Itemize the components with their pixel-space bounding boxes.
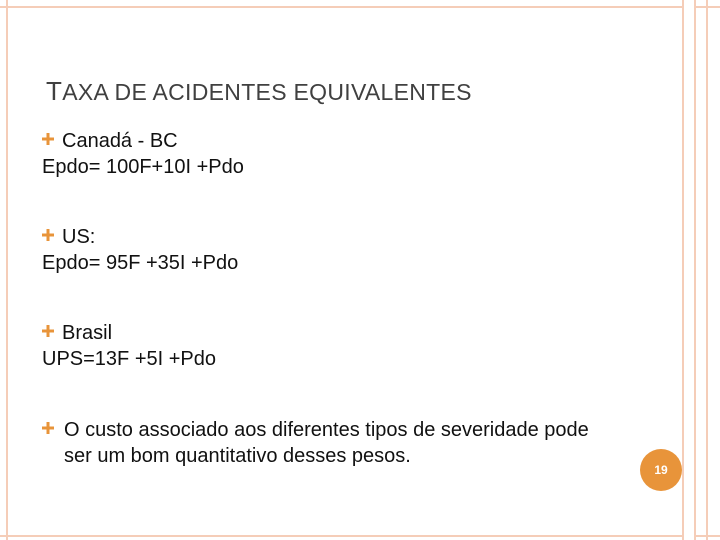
title-rest: AXA DE ACIDENTES EQUIVALENTES (62, 79, 472, 105)
list-item-us (42, 224, 238, 276)
list-item-brasil (42, 320, 216, 372)
item-heading: Canadá - BC (62, 130, 178, 152)
item-formula: UPS=13F +5I +Pdo (42, 348, 217, 370)
right-decorative-line (706, 0, 708, 540)
border-left (6, 0, 8, 540)
list-item-paragraph (42, 417, 602, 467)
title-initial: T (46, 76, 63, 106)
item-formula: Epdo= 95F +35I +Pdo (42, 252, 239, 274)
cross-bullet-icon (42, 128, 62, 148)
cross-bullet-icon (42, 224, 62, 244)
item-heading: Brasil (62, 322, 113, 344)
item-heading: US: (62, 226, 96, 248)
item-formula: Epdo= 100F+10I +Pdo (42, 156, 244, 178)
right-decorative-bar (682, 0, 696, 540)
list-item-canada (42, 128, 244, 180)
cross-bullet-icon (42, 417, 62, 437)
border-top (0, 6, 720, 8)
cross-bullet-icon (42, 320, 62, 340)
slide-title (46, 76, 472, 107)
item-paragraph: O custo associado aos diferentes tipos de severidade pode ser um bom quantitativo desses pesos. (64, 419, 589, 467)
border-bottom (0, 535, 720, 537)
page-number: 19 (654, 463, 668, 477)
page-number-badge (640, 449, 682, 491)
